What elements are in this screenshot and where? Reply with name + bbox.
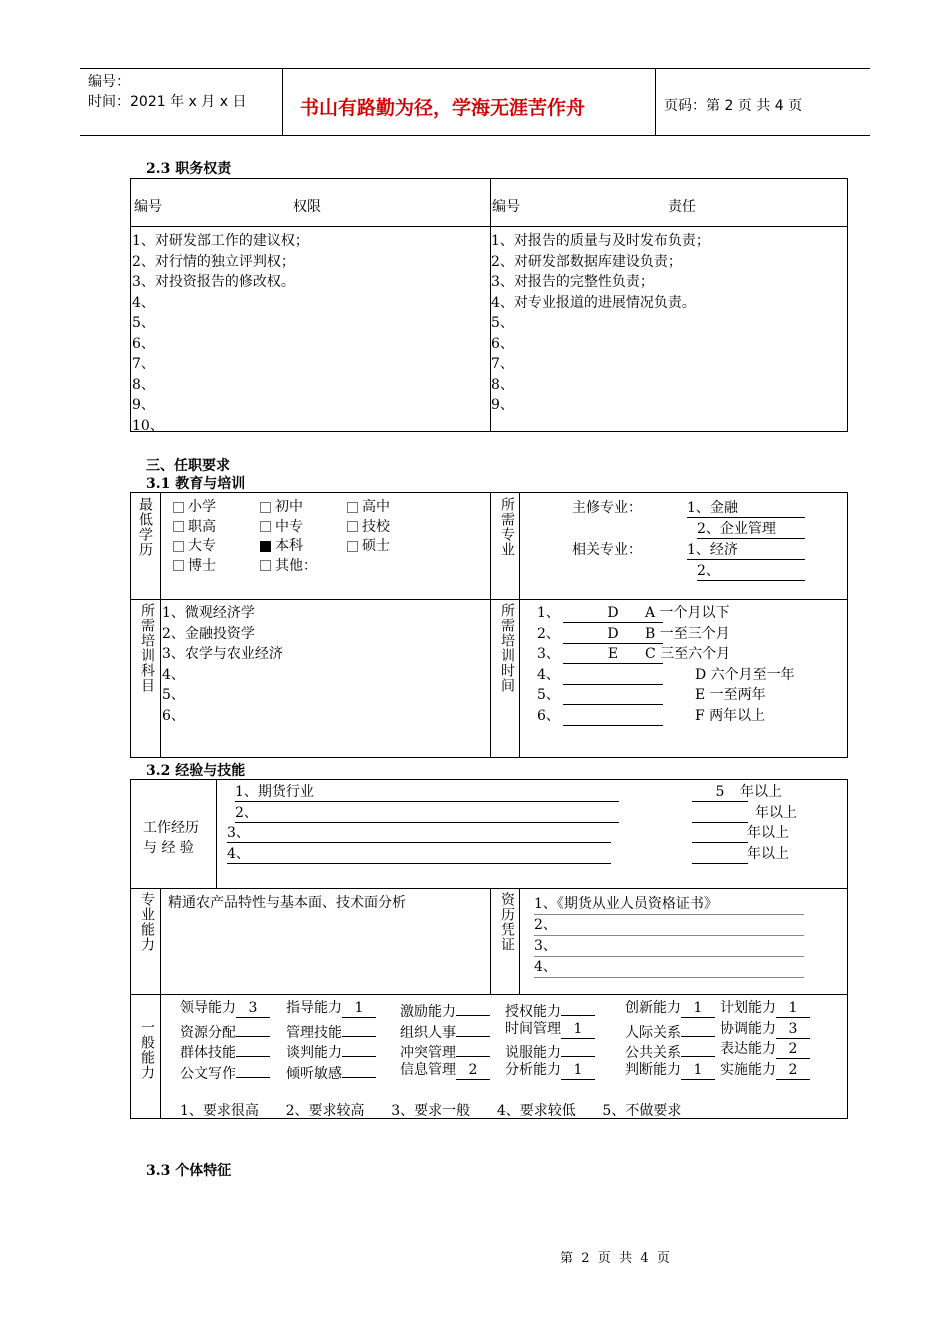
ability-value: 3: [776, 1021, 810, 1039]
education-option-label: 博士: [188, 557, 216, 574]
checkbox-icon: [347, 521, 358, 532]
checkbox-icon: [347, 502, 358, 513]
header-bottom-rule: [80, 135, 870, 136]
power-item: 7、: [132, 356, 155, 372]
training-time-value: [563, 706, 663, 726]
duty-item: 1、对报告的质量与及时发布负责；: [491, 233, 710, 249]
training-subject-item: 1、微观经济学: [162, 605, 255, 621]
duty-item: 2、对研发部数据库建设负责；: [491, 253, 682, 270]
training-time-legend: D 六个月至一年: [695, 666, 795, 683]
duty-item: 3、对报告的完整性负责；: [491, 274, 654, 290]
credential-item: 1、《期货从业人员资格证书》: [534, 894, 804, 915]
training-subject-item: 3、农学与农业经济: [162, 646, 283, 662]
work-years-suffix: 年以上: [747, 845, 789, 862]
work-years: [692, 823, 748, 843]
ability-name: 群体技能: [180, 1045, 236, 1061]
work-years-suffix: 年以上: [747, 825, 789, 841]
education-option-6[interactable]: [173, 535, 216, 555]
power-item: 3、对投资报告的修改权。: [132, 274, 295, 290]
education-option-label: 高中: [362, 499, 390, 515]
col-duty: 责任: [668, 199, 696, 215]
checkbox-icon: [347, 541, 358, 552]
duty-item: 8、: [491, 376, 514, 393]
ability-name: 管理技能: [286, 1024, 342, 1041]
ability-value: 1: [776, 1000, 810, 1018]
work-experience-row: [227, 803, 847, 824]
required-major-label: 所需专业: [499, 497, 515, 557]
section-3-title: 三、任职要求: [146, 458, 230, 474]
ability-name: 领导能力: [180, 1000, 236, 1016]
education-option-4[interactable]: [260, 516, 303, 536]
general-ability-label: 一般能力: [139, 1020, 155, 1080]
work-experience-row: [227, 782, 847, 803]
power-item: 6、: [132, 335, 155, 352]
education-option-8[interactable]: [347, 535, 390, 555]
related-major-label: 相关专业：: [572, 542, 642, 558]
training-subject-list: [162, 603, 460, 726]
ability-value: [236, 1060, 270, 1078]
power-item: 1、对研发部工作的建议权；: [132, 233, 309, 249]
training-time-legend: B 一至三个月: [645, 625, 730, 642]
work-years: [692, 844, 748, 864]
work-experience-row: [227, 844, 847, 865]
credential-item: 2、: [534, 915, 804, 936]
ability-name: 人际关系: [625, 1024, 681, 1041]
ability-value: [342, 1019, 376, 1037]
power-item: 4、: [132, 294, 155, 311]
training-time-num: 5、: [537, 687, 560, 703]
checkbox-icon: [260, 502, 271, 513]
training-time-value: [563, 685, 663, 705]
training-time-legend: F 两年以上: [695, 707, 766, 724]
major-item: 2、: [697, 560, 805, 581]
credential-list: [534, 894, 804, 978]
ability-cell: [180, 998, 270, 1018]
professional-ability-text: 精通农产品特性与基本面、技术面分析: [168, 895, 406, 911]
education-option-10[interactable]: [260, 555, 317, 575]
header-divider-2: [655, 68, 656, 135]
work-experience-item: 2、: [235, 803, 619, 823]
duty-item: 5、: [491, 315, 514, 331]
training-time-num: 6、: [537, 707, 560, 724]
section-3-3-title: 3.3 个体特征: [146, 1163, 232, 1179]
ability-name: 冲突管理: [400, 1045, 456, 1061]
header-time: 时间：2021 年 x 月 x 日: [88, 94, 247, 110]
checkbox-icon: [173, 502, 184, 513]
education-option-label: 硕士: [362, 538, 390, 554]
ability-value: 2: [456, 1062, 490, 1080]
power-item: 2、对行情的独立评判权；: [132, 253, 295, 270]
power-item: 8、: [132, 376, 155, 393]
ability-value: [561, 1039, 595, 1057]
work-experience-label: 工作经历与 经 验: [143, 820, 199, 856]
education-option-label: 中专: [275, 518, 303, 535]
training-time-label: 所需培训时间: [499, 603, 515, 693]
education-option-label: 其他：: [275, 557, 317, 574]
duty-item: 4、对专业报道的进展情况负责。: [491, 294, 696, 311]
ability-value: 1: [681, 1062, 715, 1080]
ability-name: 分析能力: [505, 1061, 561, 1078]
section-3-2-title: 3.2 经验与技能: [146, 763, 246, 779]
education-option-7[interactable]: [260, 535, 303, 555]
ability-cell: [286, 1060, 376, 1084]
education-table: [130, 492, 848, 758]
ability-value: [456, 1019, 490, 1037]
education-option-label: 职高: [188, 518, 216, 535]
education-option-label: 大专: [188, 538, 216, 554]
power-list: [132, 231, 309, 436]
work-experience-item: 3、: [227, 823, 611, 843]
power-item: 10、: [132, 417, 164, 434]
ability-value: 1: [342, 1000, 376, 1018]
ability-value: 2: [776, 1062, 810, 1080]
page-footer: 第 2 页 共 4 页: [560, 1251, 670, 1266]
ability-value: 1: [561, 1062, 595, 1080]
credential-label: 资历凭证: [499, 892, 515, 952]
ability-name: 协调能力: [720, 1020, 776, 1037]
training-time-num: 2、: [537, 625, 560, 642]
professional-ability-label: 专业能力: [139, 892, 155, 952]
checkbox-icon: [260, 541, 271, 552]
education-option-label: 初中: [275, 499, 303, 515]
col-power: 权限: [293, 199, 321, 215]
training-time-legend: C 三至六个月: [645, 646, 731, 662]
ability-value: [456, 998, 490, 1016]
main-major-label: 主修专业：: [572, 500, 642, 516]
work-years-suffix: 年以上: [740, 784, 782, 800]
ability-level-legend: 1、要求很高 2、要求较高 3、要求一般 4、要求较低 5、不做要求: [180, 1103, 682, 1119]
ability-value: 1: [681, 1000, 715, 1018]
header-motto: 书山有路勤为径，学海无涯苦作舟: [300, 97, 586, 119]
ability-name: 倾听敏感: [286, 1065, 342, 1082]
ability-value: [681, 1039, 715, 1057]
ability-value: 2: [776, 1041, 810, 1059]
work-experience-item: 1、期货行业: [235, 782, 619, 802]
work-experience-item: 4、: [227, 844, 611, 864]
ability-cell: [505, 1019, 595, 1039]
ability-name: 谈判能力: [286, 1045, 342, 1061]
duty-item: 6、: [491, 335, 514, 352]
ability-name: 组织人事: [400, 1024, 456, 1041]
checkbox-icon: [260, 521, 271, 532]
training-subject-item: 6、: [162, 707, 185, 724]
training-subject-item: 2、金融投资学: [162, 625, 255, 642]
ability-value: 3: [236, 1000, 270, 1018]
training-time-legend: A 一个月以下: [645, 605, 730, 621]
ability-name: 指导能力: [286, 1000, 342, 1016]
major-item: 1、金融: [687, 497, 805, 518]
work-years: [692, 803, 748, 823]
checkbox-icon: [173, 541, 184, 552]
ability-name: 公文写作: [180, 1065, 236, 1082]
education-option-5[interactable]: [347, 516, 390, 536]
training-time-value: D: [563, 624, 663, 644]
ability-name: 说服能力: [505, 1045, 561, 1061]
ability-cell: [505, 1060, 595, 1080]
ability-name: 信息管理: [400, 1061, 456, 1078]
duty-table: [130, 178, 848, 432]
checkbox-icon: [173, 560, 184, 571]
header-top-rule: [80, 68, 870, 69]
ability-name: 判断能力: [625, 1061, 681, 1078]
ability-value: [456, 1039, 490, 1057]
education-option-label: 本科: [275, 538, 303, 554]
credential-item: 4、: [534, 957, 804, 978]
ability-name: 激励能力: [400, 1004, 456, 1020]
work-experience-list: [227, 782, 847, 864]
ability-cell: [720, 1060, 810, 1080]
header-divider-1: [282, 68, 283, 135]
ability-value: [342, 1039, 376, 1057]
ability-value: [681, 1019, 715, 1037]
power-item: 5、: [132, 315, 155, 331]
ability-name: 实施能力: [720, 1061, 776, 1078]
education-option-2[interactable]: [347, 496, 390, 516]
checkbox-icon: [260, 560, 271, 571]
ability-cell: [625, 998, 715, 1018]
experience-table: [130, 779, 848, 1119]
education-option-label: 技校: [362, 518, 390, 535]
ability-value: 1: [561, 1021, 595, 1039]
header-number: 编号：: [88, 74, 130, 90]
col-num-right: 编号: [492, 199, 520, 215]
training-time-num: 4、: [537, 666, 560, 683]
major-item: 1、经济: [687, 539, 805, 560]
training-subject-item: 4、: [162, 666, 185, 683]
duty-item: 9、: [491, 397, 514, 413]
major-item: 2、企业管理: [697, 518, 805, 539]
ability-value: [236, 1039, 270, 1057]
education-option-1[interactable]: [260, 496, 303, 516]
ability-name: 表达能力: [720, 1041, 776, 1057]
ability-cell: [400, 1060, 490, 1080]
training-time-num: 1、: [537, 605, 560, 621]
header-page: 页码：第 2 页 共 4 页: [664, 98, 803, 114]
education-option-0[interactable]: [173, 496, 216, 516]
duty-item: 7、: [491, 356, 514, 372]
ability-cell: [625, 1060, 715, 1080]
work-years-suffix: 年以上: [755, 804, 797, 821]
duty-list: [491, 231, 710, 416]
section-2-3-title: 2.3 职务权责: [146, 161, 232, 177]
education-option-9[interactable]: [173, 555, 216, 575]
work-years: 5: [692, 782, 748, 802]
ability-name: 资源分配: [180, 1024, 236, 1041]
section-3-1-title: 3.1 教育与培训: [146, 476, 246, 492]
min-education-label: 最低学历: [137, 497, 153, 557]
training-time-value: E: [563, 644, 663, 664]
training-time-value: [563, 665, 663, 685]
ability-cell: [720, 998, 810, 1018]
training-time-value: D: [563, 603, 663, 623]
work-experience-row: [227, 823, 847, 844]
credential-item: 3、: [534, 936, 804, 957]
ability-name: 公共关系: [625, 1045, 681, 1061]
ability-name: 时间管理: [505, 1020, 561, 1037]
ability-name: 授权能力: [505, 1004, 561, 1020]
training-time-legend: E 一至两年: [695, 687, 766, 703]
training-subject-item: 5、: [162, 687, 185, 703]
col-num-left: 编号: [134, 199, 162, 215]
ability-cell: [720, 1019, 810, 1039]
ability-cell: [180, 1060, 270, 1084]
ability-value: [561, 998, 595, 1016]
ability-name: 计划能力: [720, 1000, 776, 1016]
training-time-num: 3、: [537, 646, 560, 662]
checkbox-icon: [173, 521, 184, 532]
education-option-label: 小学: [188, 499, 216, 515]
training-subjects-label: 所需培训科目: [139, 603, 155, 693]
ability-cell: [286, 998, 376, 1018]
ability-value: [342, 1060, 376, 1078]
education-option-3[interactable]: [173, 516, 216, 536]
ability-value: [236, 1019, 270, 1037]
power-item: 9、: [132, 397, 155, 413]
ability-cell: [720, 1039, 810, 1059]
ability-name: 创新能力: [625, 1000, 681, 1016]
